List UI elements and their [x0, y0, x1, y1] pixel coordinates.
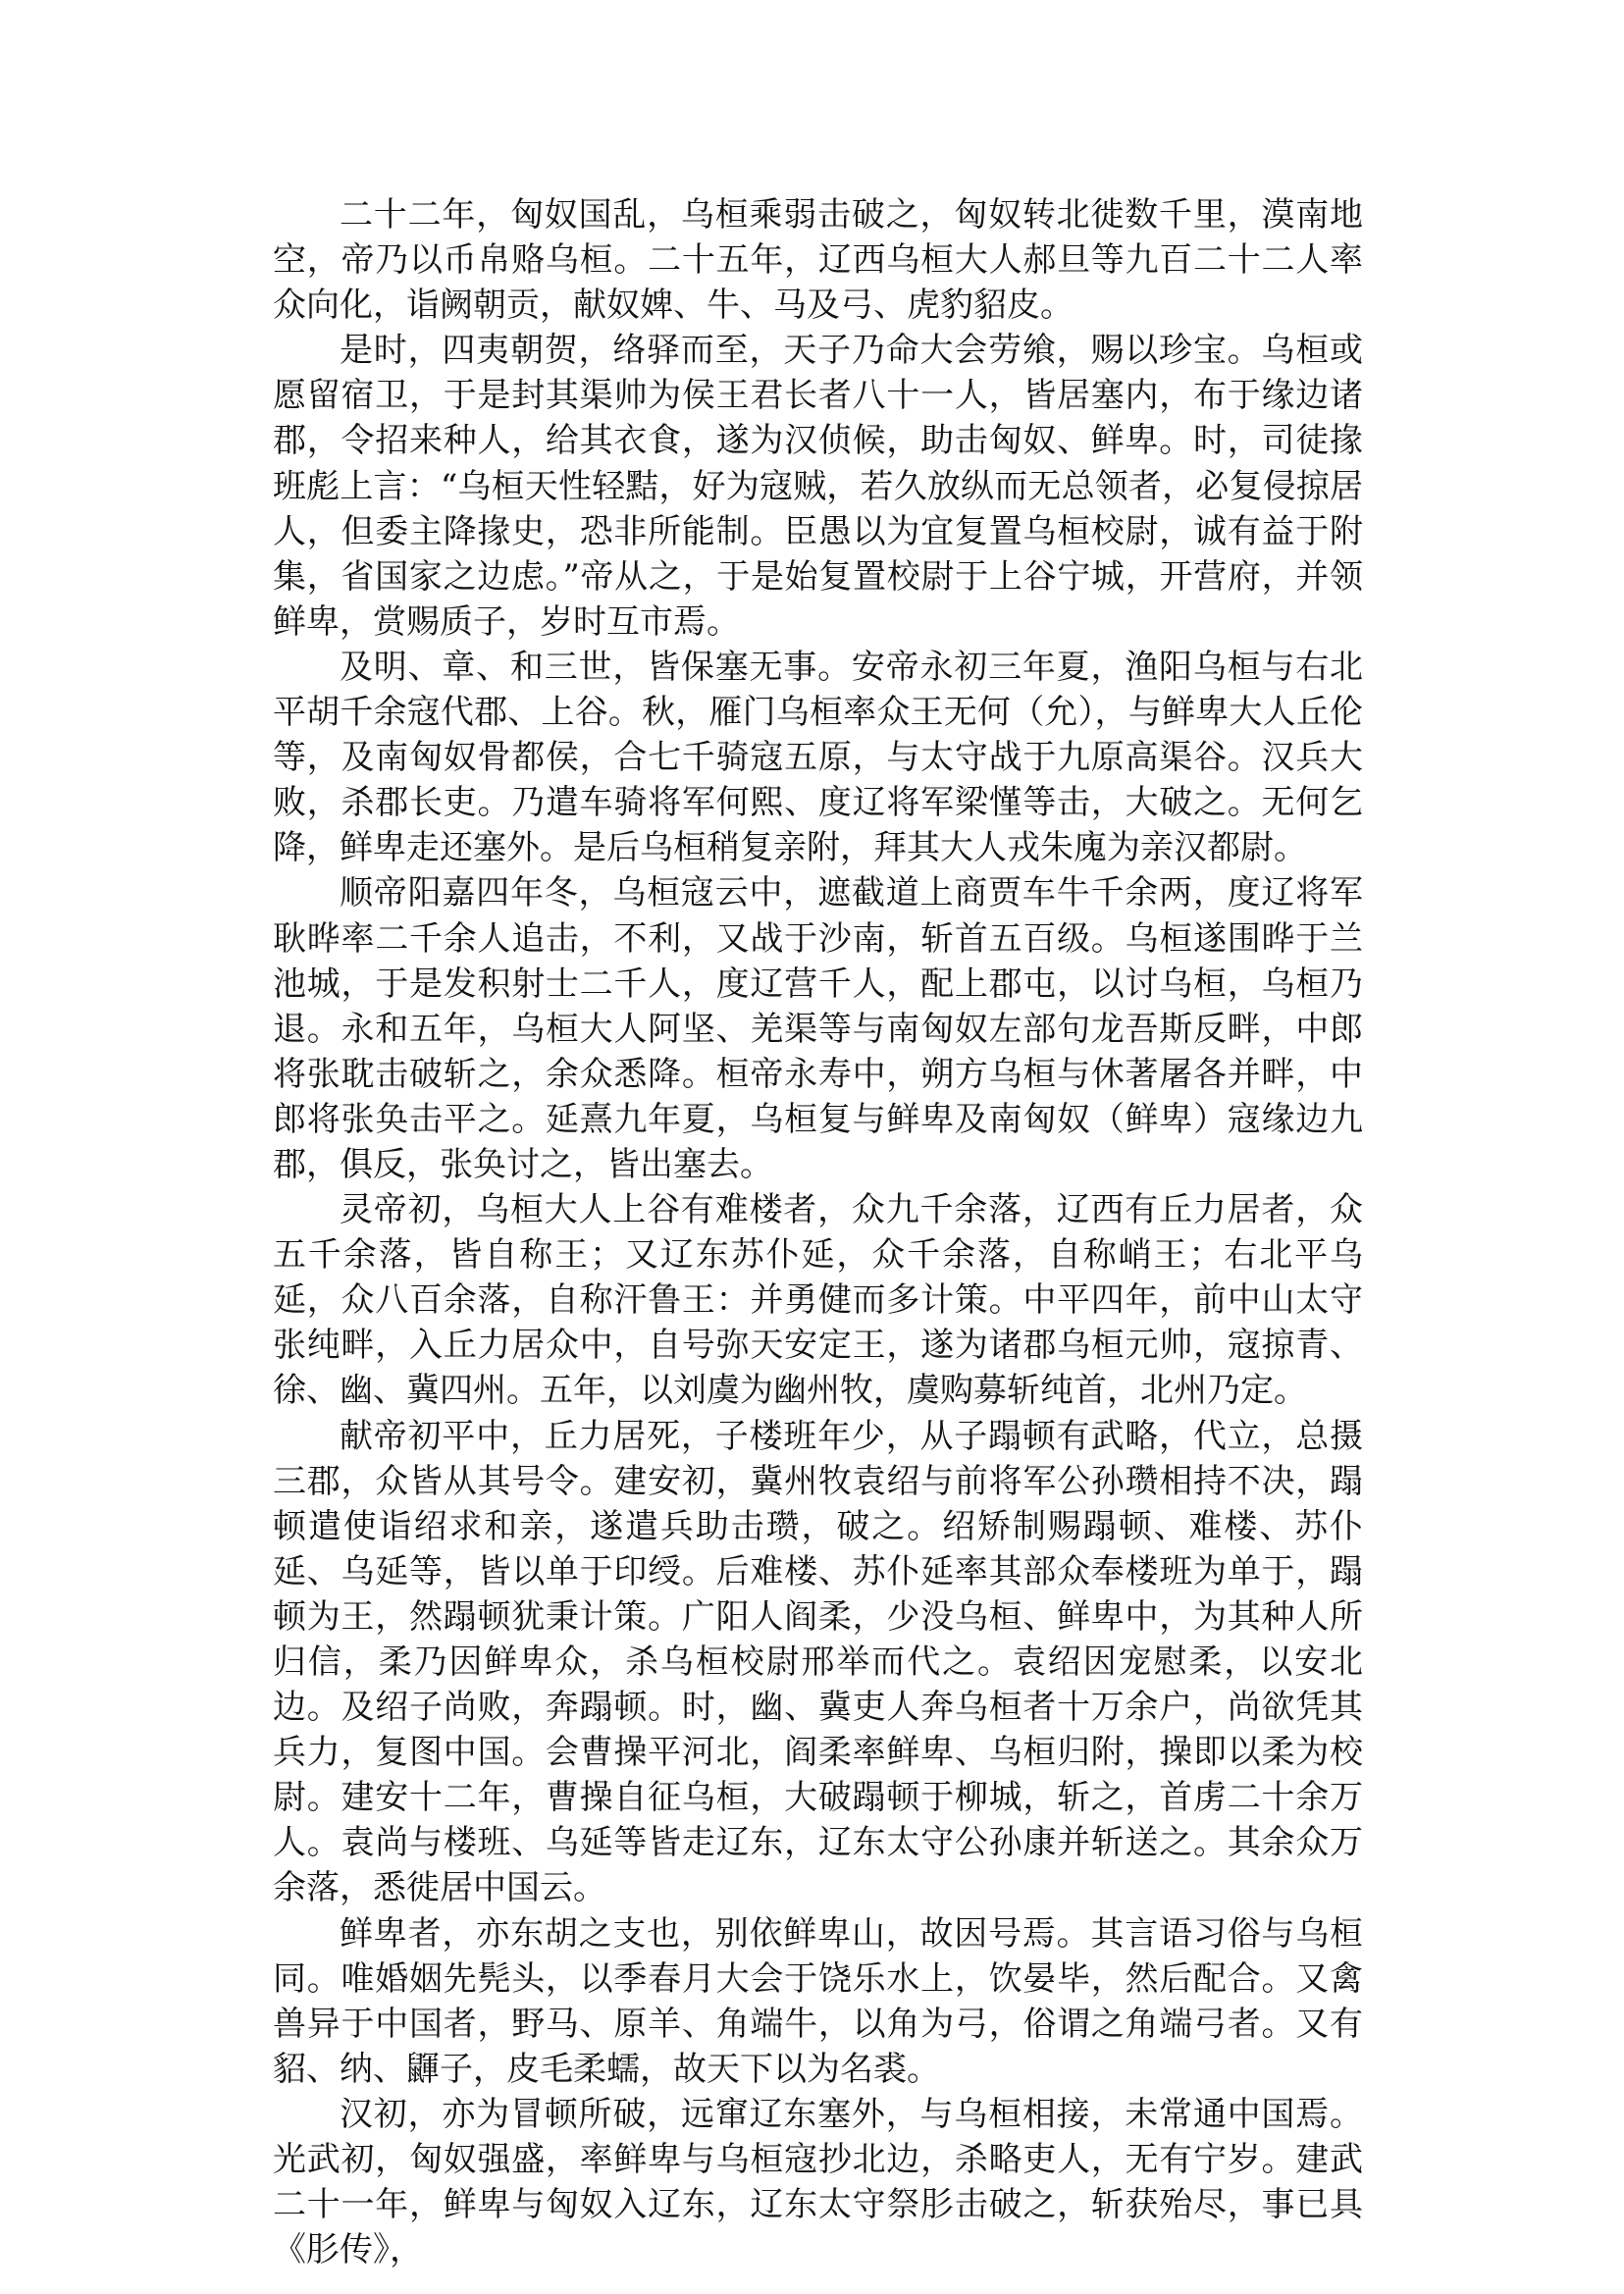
paragraph: 二十二年，匈奴国乱，乌桓乘弱击破之，匈奴转北徙数千里，漠南地空，帝乃以币帛赂乌桓。二十五年，辽西乌桓大人郝旦等九百二十二人率众向化，诣阙朝贡，献奴婢、牛、马及弓、虎豹貂皮。 — [273, 195, 1363, 326]
paragraph: 顺帝阳嘉四年冬，乌桓寇云中，遮截道上商贾车牛千余两，度辽将军耿晔率二千余人追击，不利，又战于沙南，斩首五百级。乌桓遂围晔于兰池城，于是发积射士二千人，度辽营千人，配上郡屯，以讨乌桓，乌桓乃退。永和五年，乌桓大人阿坚、羌渠等与南匈奴左部句龙吾斯反畔，中郎将张耽击破斩之，余众悉降。桓帝永寿中，朔方乌桓与休著屠各并畔，中郎将张奂击平之。延熹九年夏，乌桓复与鲜卑及南匈奴（鲜卑）寇缘边九郡，俱反，张奂讨之，皆出塞去。 — [273, 873, 1363, 1184]
paragraph: 灵帝初，乌桓大人上谷有难楼者，众九千余落，辽西有丘力居者，众五千余落，皆自称王；又辽东苏仆延，众千余落，自称峭王；右北平乌延，众八百余落，自称汗鲁王：并勇健而多计策。中平四年，前中山太守张纯畔，入丘力居众中，自号弥天安定王，遂为诸郡乌桓元帅，寇掠青、徐、幽、冀四州。五年，以刘虞为幽州牧，虞购募斩纯首，北州乃定。 — [273, 1190, 1363, 1411]
paragraph: 汉初，亦为冒顿所破，远窜辽东塞外，与乌桓相接，未常通中国焉。光武初，匈奴强盛，率鲜卑与乌桓寇抄北边，杀略吏人，无有宁岁。建武二十一年，鲜卑与匈奴入辽东，辽东太守祭肜击破之，斩获殆尽，事已具《肜传》， — [273, 2094, 1363, 2270]
paragraph: 献帝初平中，丘力居死，子楼班年少，从子蹋顿有武略，代立，总摄三郡，众皆从其号令。建安初，冀州牧袁绍与前将军公孙瓒相持不决，蹋顿遣使诣绍求和亲，遂遣兵助击瓒，破之。绍矫制赐蹋顿、难楼、苏仆延、乌延等，皆以单于印绶。后难楼、苏仆延率其部众奉楼班为单于，蹋顿为王，然蹋顿犹秉计策。广阳人阎柔，少没乌桓、鲜卑中，为其种人所归信，柔乃因鲜卑众，杀乌桓校尉邢举而代之。袁绍因宠慰柔，以安北边。及绍子尚败，奔蹋顿。时，幽、冀吏人奔乌桓者十万余户，尚欲凭其兵力，复图中国。会曹操平河北，阎柔率鲜卑、乌桓归附，操即以柔为校尉。建安十二年，曹操自征乌桓，大破蹋顿于柳城，斩之，首虏二十余万人。袁尚与楼班、乌延等皆走辽东，辽东太守公孙康并斩送之。其余众万余落，悉徙居中国云。 — [273, 1416, 1363, 1908]
paragraph: 及明、章、和三世，皆保塞无事。安帝永初三年夏，渔阳乌桓与右北平胡千余寇代郡、上谷。秋，雁门乌桓率众王无何（允），与鲜卑大人丘伦等，及南匈奴骨都侯，合七千骑寇五原，与太守战于九原高渠谷。汉兵大败，杀郡长吏。乃遣车骑将军何熙、度辽将军梁慬等击，大破之。无何乞降，鲜卑走还塞外。是后乌桓稍复亲附，拜其大人戎朱廆为亲汉都尉。 — [273, 647, 1363, 868]
document-page — [273, 192, 1363, 2272]
paragraph: 鲜卑者，亦东胡之支也，别依鲜卑山，故因号焉。其言语习俗与乌桓同。唯婚姻先髡头，以季春月大会于饶乐水上，饮晏毕，然后配合。又禽兽异于中国者，野马、原羊、角端牛，以角为弓，俗谓之角端弓者。又有貂、纳、鼲子，皮毛柔蠕，故天下以为名裘。 — [273, 1913, 1363, 2089]
paragraph: 是时，四夷朝贺，络驿而至，天子乃命大会劳飨，赐以珍宝。乌桓或愿留宿卫，于是封其渠帅为侯王君长者八十一人，皆居塞内，布于缘边诸郡，令招来种人，给其衣食，遂为汉侦候，助击匈奴、鲜卑。时，司徒掾班彪上言：“乌桓天性轻黠，好为寇贼，若久放纵而无总领者，必复侵掠居人，但委主降掾史，恐非所能制。臣愚以为宜复置乌桓校尉，诚有益于附集，省国家之边虑。”帝从之，于是始复置校尉于上谷宁城，开营府，并领鲜卑，赏赐质子，岁时互市焉。 — [273, 331, 1363, 642]
